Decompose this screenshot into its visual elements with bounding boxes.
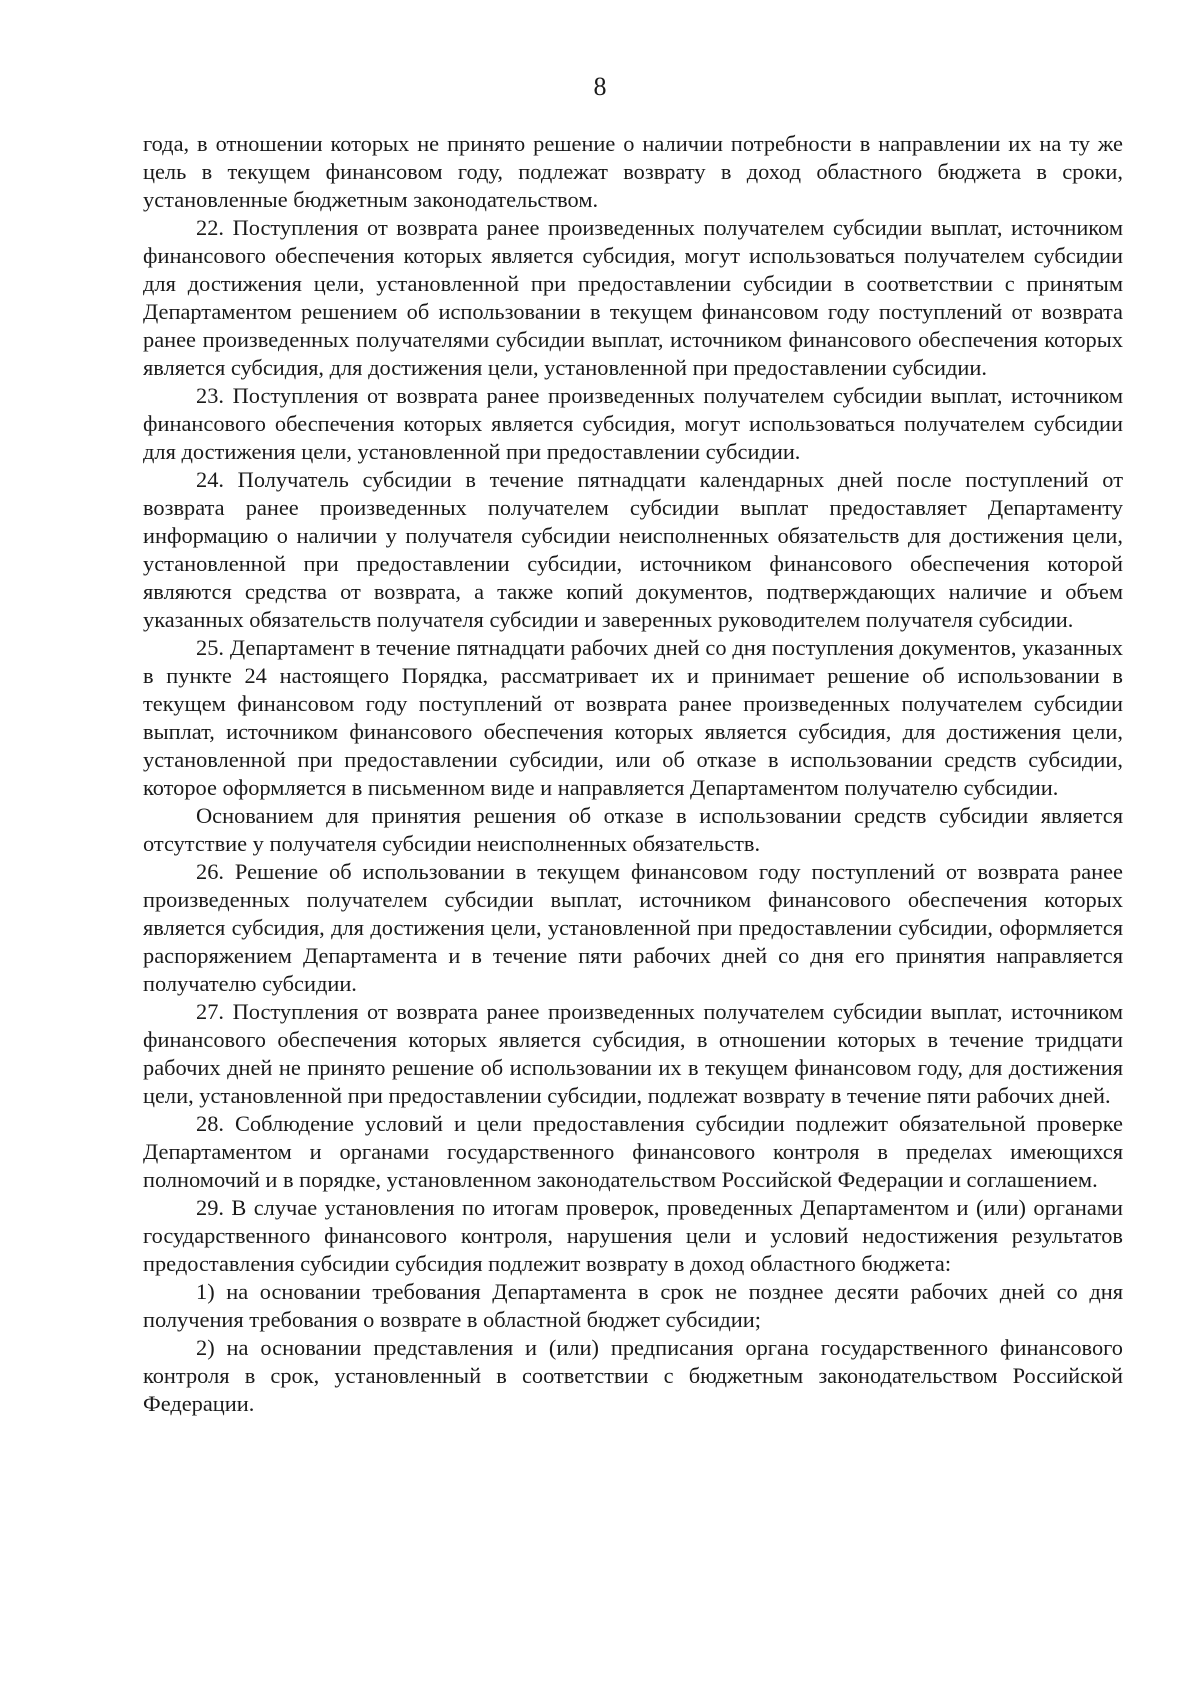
paragraph-25-refusal-basis: Основанием для принятия решения об отказе в использовании средств субсидии является отсутствие у получателя субсидии неисполненных обязательств. bbox=[143, 803, 1123, 856]
paragraph-27: 27. Поступления от возврата ранее произведенных получателем субсидии выплат, источником финансового обеспечения которых является субсидия, в отношении которых в течение тридцати рабочих дней не принято решение об использовании их в текущем финансовом году, для достижения цели, установленной при предоставлении субсидии, подлежат возврату в течение пяти рабочих дней. bbox=[143, 999, 1123, 1108]
paragraph-29: 29. В случае установления по итогам проверок, проведенных Департаментом и (или) органами государственного финансового контроля, нарушения цели и условий недостижения результатов предоставления субсидии субсидия подлежит возврату в доход областного бюджета: bbox=[143, 1195, 1123, 1276]
page-number: 8 bbox=[593, 72, 607, 101]
paragraph-22: 22. Поступления от возврата ранее произведенных получателем субсидии выплат, источником финансового обеспечения которых является субсидия, могут использоваться получателем субсидии для достижения цели, установленной при предоставлении субсидии в соответствии с принятым Департаментом решением об использовании в текущем финансовом году поступлений от возврата ранее произведенных получателями субсидии выплат, источником финансового обеспечения которых является субсидия, для достижения цели, установленной при предоставлении субсидии. bbox=[143, 215, 1123, 380]
paragraph-26: 26. Решение об использовании в текущем финансовом году поступлений от возврата ранее произведенных получателем субсидии выплат, источником финансового обеспечения которых является субсидия, для достижения цели, установленной при предоставлении субсидии, оформляется распоряжением Департамента и в течение пяти рабочих дней со дня его принятия направляется получателю субсидии. bbox=[143, 859, 1123, 996]
paragraph-23: 23. Поступления от возврата ранее произведенных получателем субсидии выплат, источником финансового обеспечения которых является субсидия, могут использоваться получателем субсидии для достижения цели, установленной при предоставлении субсидии. bbox=[143, 383, 1123, 464]
paragraph-24: 24. Получатель субсидии в течение пятнадцати календарных дней после поступлений от возврата ранее произведенных получателем субсидии выплат предоставляет Департаменту информацию о наличии у получателя субсидии неисполненных обязательств для достижения цели, установленной при предоставлении субсидии, источником финансового обеспечения которой являются средства от возврата, а также копий документов, подтверждающих наличие и объем указанных обязательств получателя субсидии и заверенных руководителем получателя субсидии. bbox=[143, 467, 1123, 632]
paragraph-29-item-2: 2) на основании представления и (или) предписания органа государственного финансового контроля в срок, установленный в соответствии с бюджетным законодательством Российской Федерации. bbox=[143, 1335, 1123, 1416]
paragraph-28: 28. Соблюдение условий и цели предоставления субсидии подлежит обязательной проверке Департаментом и органами государственного финансового контроля в пределах имеющихся полномочий и в порядке, установленном законодательством Российской Федерации и соглашением. bbox=[143, 1111, 1123, 1192]
paragraph-continuation: года, в отношении которых не принято решение о наличии потребности в направлении их на ту же цель в текущем финансовом году, подлежат возврату в доход областного бюджета в сроки, установленные бюджетным законодательством. bbox=[143, 131, 1123, 212]
paragraph-29-item-1: 1) на основании требования Департамента в срок не позднее десяти рабочих дней со дня получения требования о возврате в областной бюджет субсидии; bbox=[143, 1279, 1123, 1332]
paragraph-25: 25. Департамент в течение пятнадцати рабочих дней со дня поступления документов, указанных в пункте 24 настоящего Порядка, рассматривает их и принимает решение об использовании в текущем финансовом году поступлений от возврата ранее произведенных получателем субсидии выплат, источником финансового обеспечения которых является субсидия, для достижения цели, установленной при предоставлении субсидии, или об отказе в использовании средств субсидии, которое оформляется в письменном виде и направляется Департаментом получателю субсидии. bbox=[143, 635, 1123, 800]
document-body bbox=[143, 130, 1123, 1418]
